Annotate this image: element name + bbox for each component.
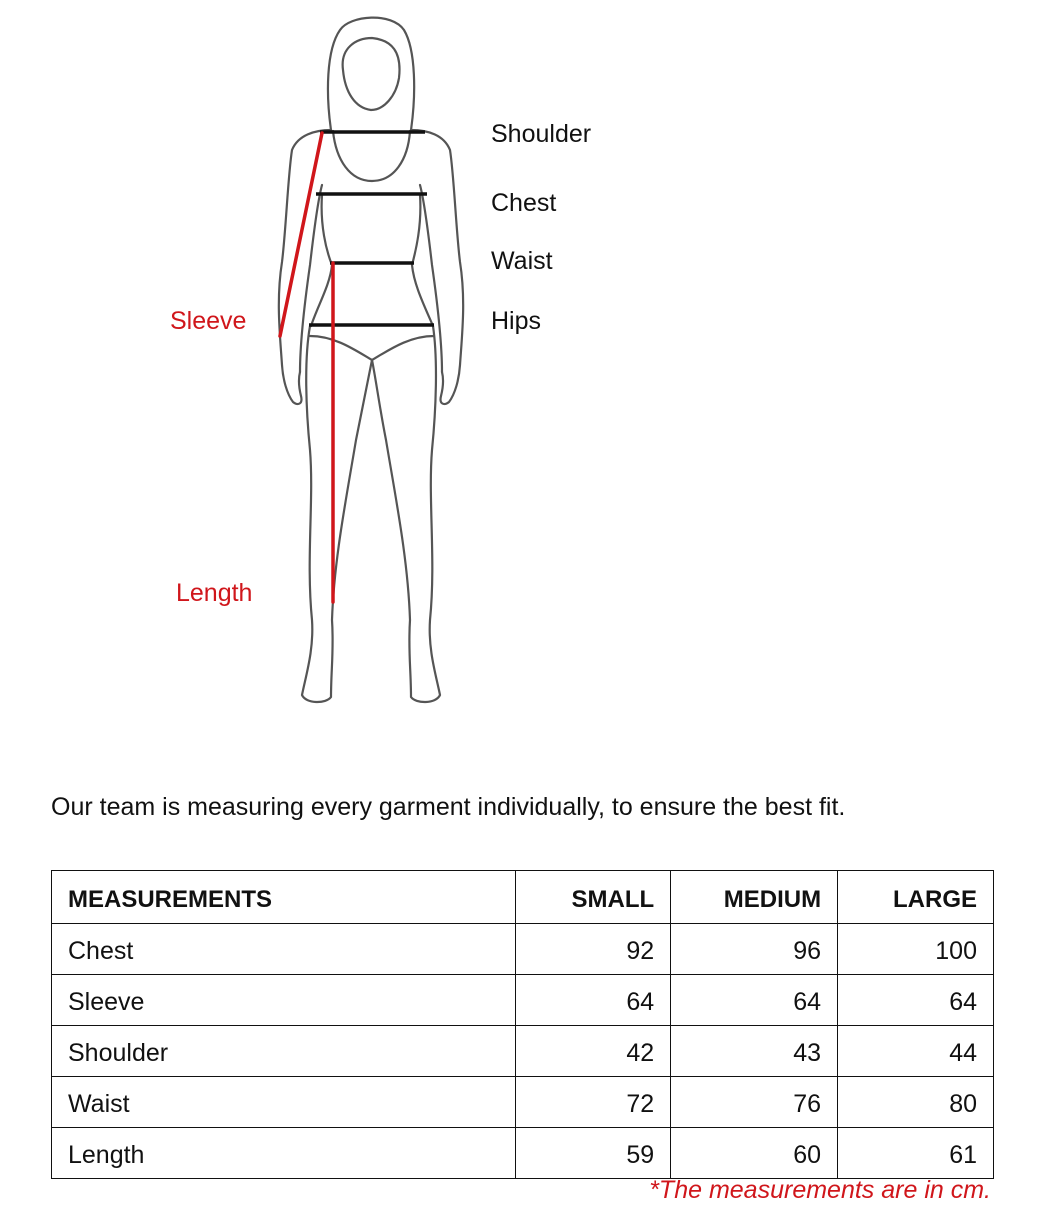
waist-label: Waist [491, 247, 553, 275]
cell-medium: 76 [671, 1077, 838, 1128]
row-name: Chest [52, 924, 516, 975]
cell-small: 92 [516, 924, 671, 975]
row-name: Sleeve [52, 975, 516, 1026]
body-measurement-figure [0, 0, 700, 720]
right-arm-inner [420, 185, 442, 372]
sleeve-label: Sleeve [170, 307, 247, 335]
intro-text: Our team is measuring every garment individually, to ensure the best fit. [51, 793, 846, 821]
units-note: *The measurements are in cm. [649, 1176, 991, 1204]
left-torso-outline [279, 130, 331, 404]
body-outline-illustration [0, 0, 700, 720]
chest-label: Chest [491, 189, 557, 217]
table-row [52, 975, 994, 1026]
cell-small: 72 [516, 1077, 671, 1128]
cell-large: 64 [838, 975, 994, 1026]
cell-large: 80 [838, 1077, 994, 1128]
row-name: Shoulder [52, 1026, 516, 1077]
hair-outline [328, 18, 414, 130]
header-large: LARGE [838, 871, 994, 924]
briefs-outline [310, 336, 434, 360]
table-row [52, 1077, 994, 1128]
table-row [52, 1026, 994, 1077]
cell-small: 64 [516, 975, 671, 1026]
table-row [52, 1128, 994, 1179]
left-waist-outline [311, 195, 332, 326]
cell-large: 100 [838, 924, 994, 975]
header-measurements: MEASUREMENTS [52, 871, 516, 924]
face-outline [343, 38, 400, 110]
right-waist-outline [412, 195, 433, 326]
left-arm-inner [300, 185, 322, 372]
size-chart-table [51, 870, 994, 1179]
cell-small: 42 [516, 1026, 671, 1077]
cell-medium: 60 [671, 1128, 838, 1179]
right-leg-outline [372, 326, 440, 702]
table-header-row [52, 871, 994, 924]
left-leg-outline [302, 326, 372, 702]
cell-large: 44 [838, 1026, 994, 1077]
header-small: SMALL [516, 871, 671, 924]
cell-small: 59 [516, 1128, 671, 1179]
neckline-outline [333, 131, 410, 181]
length-label: Length [176, 579, 253, 607]
cell-medium: 96 [671, 924, 838, 975]
row-name: Waist [52, 1077, 516, 1128]
sleeve-measure-line [280, 133, 322, 336]
header-medium: MEDIUM [671, 871, 838, 924]
shoulder-label: Shoulder [491, 120, 592, 148]
row-name: Length [52, 1128, 516, 1179]
table-row [52, 924, 994, 975]
cell-medium: 43 [671, 1026, 838, 1077]
cell-medium: 64 [671, 975, 838, 1026]
hips-label: Hips [491, 307, 542, 335]
cell-large: 61 [838, 1128, 994, 1179]
